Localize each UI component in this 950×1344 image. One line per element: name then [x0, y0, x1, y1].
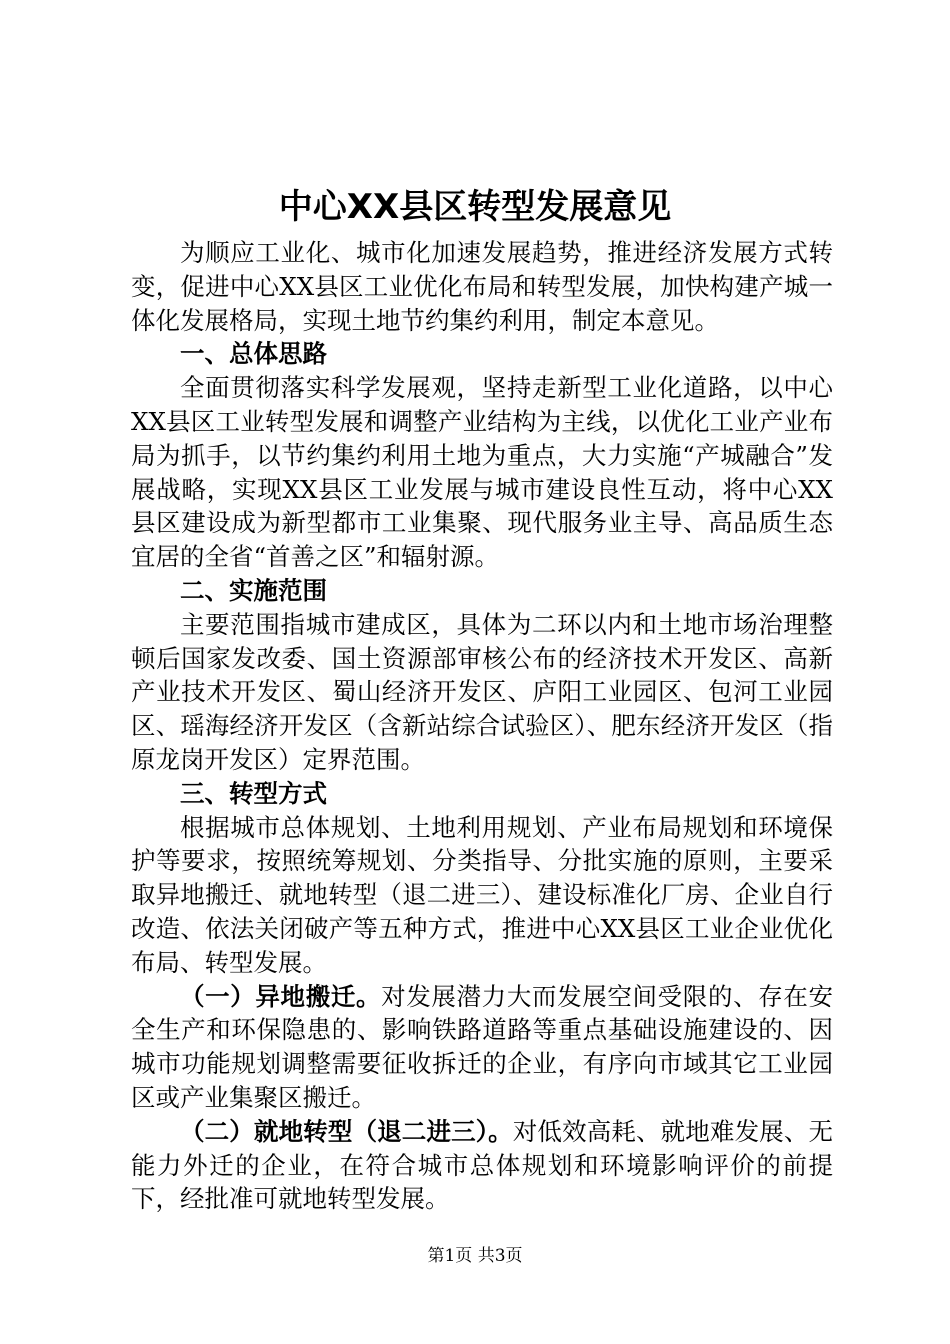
- document-body: [131, 236, 833, 1216]
- intro-paragraph: 为顺应工业化、城市化加速发展趋势，推进经济发展方式转变，促进中心XX县区工业优化布局和转型发展，加快构建产城一体化发展格局，实现土地节约集约利用，制定本意见。: [131, 238, 833, 335]
- section-heading-3: 三、转型方式: [180, 778, 327, 808]
- section-heading-2: 二、实施范围: [180, 575, 327, 605]
- section-paragraph-3: 根据城市总体规划、土地利用规划、产业布局规划和环境保护等要求，按照统筹规划、分类指导、分批实施的原则，主要采取异地搬迁、就地转型（退二进三）、建设标准化厂房、企业自行改造、依法关闭破产等五种方式，推进中心XX县区工业企业优化布局、转型发展。: [131, 812, 833, 977]
- subsection-lead-2: （二）就地转型（退二进三）。: [180, 1116, 513, 1146]
- subsection-paragraph-2: [131, 1115, 833, 1216]
- subsection-lead-1: （一）异地搬迁。: [180, 981, 382, 1011]
- page-number: 第1页 共3页: [427, 1246, 523, 1266]
- section-paragraph-2: 主要范围指城市建成区，具体为二环以内和土地市场治理整顿后国家发改委、国土资源部审核公布的经济技术开发区、高新产业技术开发区、蜀山经济开发区、庐阳工业园区、包河工业园区、瑶海经济开发区（含新站综合试验区）、肥东经济开发区（指原龙岗开发区）定界范围。: [131, 609, 833, 774]
- subsection-text-2: 对低效高耗、就地难发展、无能力外迁的企业，在符合城市总体规划和环境影响评价的前提下，经批准可就地转型发展。: [131, 1116, 834, 1214]
- section-paragraph-1: 全面贯彻落实科学发展观，坚持走新型工业化道路，以中心XX县区工业转型发展和调整产业结构为主线，以优化工业产业布局为抓手，以节约集约利用土地为重点，大力实施“产城融合”发展战略，实现XX县区工业发展与城市建设良性互动，将中心XX县区建设成为新型都市工业集聚、现代服务业主导、高品质生态宜居的全省“首善之区”和辐射源。: [131, 373, 833, 572]
- section-heading-1: 一、总体思路: [180, 339, 327, 369]
- subsection-text-1: 对发展潜力大而发展空间受限的、存在安全生产和环保隐患的、影响铁路道路等重点基础设施建设的、因城市功能规划调整需要征收拆迁的企业，有序向市域其它工业园区或产业集聚区搬迁。: [131, 981, 834, 1112]
- subsection-paragraph-1: [131, 980, 833, 1115]
- document-title: 中心XX县区转型发展意见: [278, 187, 672, 227]
